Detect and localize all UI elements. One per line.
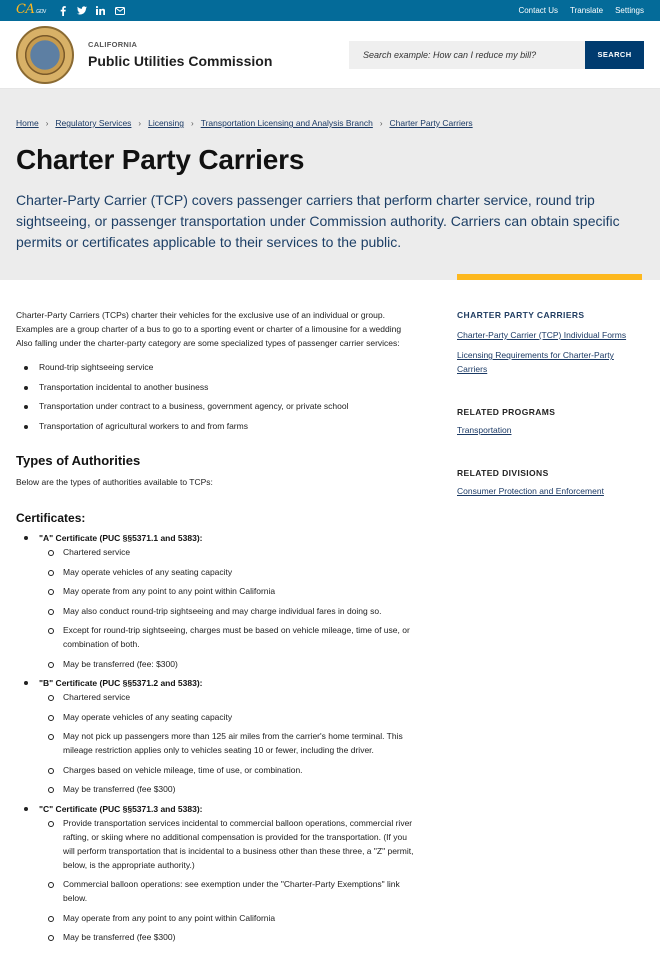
breadcrumb-licensing[interactable]: Licensing <box>148 118 185 128</box>
facebook-icon[interactable] <box>58 6 68 16</box>
certificate-items <box>39 690 421 796</box>
list-item: May be transferred (fee: $300) <box>39 657 421 671</box>
breadcrumb-separator-icon: › <box>138 118 142 128</box>
list-item: Transportation of agricultural workers to and from farms <box>16 417 421 437</box>
list-item: Except for round-trip sightseeing, charges must be based on vehicle mileage, time of use, or combination of both. <box>39 623 421 651</box>
list-item: May be transferred (fee $300) <box>39 782 421 796</box>
list-item: Transportation incidental to another business <box>16 378 421 398</box>
certificate-b <box>16 676 421 796</box>
settings-link[interactable]: Settings <box>615 6 644 15</box>
intro-paragraph <box>16 308 421 350</box>
breadcrumb-current[interactable]: Charter Party Carriers <box>389 118 473 128</box>
social-links <box>58 6 125 16</box>
twitter-icon[interactable] <box>77 6 87 16</box>
sidebar-link-transportation[interactable]: Transportation <box>457 425 512 435</box>
list-item: Provide transportation services incidental to commercial balloon operations, commercial river rafting, or skiing where no additional compensation is provided for the transportation. (If you will perform transportation that is incidental to a business other than these three, a "Z" permit, below, is the appropriate authority.) <box>39 816 421 872</box>
list-item: May not pick up passengers more than 125 air miles from the carrier's home terminal. This mileage restriction applies only to vehicles seating 10 or fewer, including the driver. <box>39 729 421 757</box>
certificate-items <box>39 816 421 945</box>
breadcrumb-home[interactable]: Home <box>16 118 39 128</box>
sidebar-charter-party-carriers <box>457 308 642 376</box>
org-name-block[interactable] <box>88 40 272 69</box>
translate-link[interactable]: Translate <box>570 6 604 15</box>
certificate-a <box>16 531 421 671</box>
utility-links <box>518 6 644 15</box>
intro-line: Charter-Party Carriers (TCPs) charter their vehicles for the exclusive use of an individual or group. <box>16 310 385 320</box>
sidebar-link-consumer-protection[interactable]: Consumer Protection and Enforcement <box>457 486 604 496</box>
email-icon[interactable] <box>115 6 125 16</box>
breadcrumb-separator-icon: › <box>379 118 383 128</box>
sidebar-accent-bar <box>457 274 642 280</box>
types-heading: Types of Authorities <box>16 453 141 468</box>
ca-gov-logo[interactable] <box>16 2 46 17</box>
certificate-title: "B" Certificate (PUC §§5371.2 and 5383): <box>39 678 203 688</box>
org-name: Public Utilities Commission <box>88 53 273 69</box>
list-item: May operate vehicles of any seating capacity <box>39 565 421 579</box>
ca-gov-logo-text: CA <box>16 2 35 17</box>
services-list <box>16 358 421 436</box>
certificates-list <box>16 531 421 944</box>
breadcrumb <box>16 118 644 128</box>
list-item: Round-trip sightseeing service <box>16 358 421 378</box>
search-input[interactable] <box>349 41 585 69</box>
list-item: Chartered service <box>39 690 421 704</box>
sidebar-related-divisions <box>457 466 642 498</box>
breadcrumb-separator-icon: › <box>45 118 49 128</box>
list-item: Charges based on vehicle mileage, time of use, or combination. <box>39 763 421 777</box>
sidebar-heading: RELATED DIVISIONS <box>457 468 549 478</box>
contact-us-link[interactable]: Contact Us <box>518 6 559 15</box>
sidebar <box>457 308 642 498</box>
org-state-label: CALIFORNIA <box>88 40 138 49</box>
types-intro: Below are the types of authorities available to TCPs: <box>16 477 213 487</box>
sidebar-heading: RELATED PROGRAMS <box>457 407 556 417</box>
list-item: May operate from any point to any point within California <box>39 584 421 598</box>
list-item: Chartered service <box>39 545 421 559</box>
main-content <box>16 308 421 950</box>
linkedin-icon[interactable] <box>96 6 106 16</box>
page-lead: Charter-Party Carrier (TCP) covers passenger carriers that perform charter service, round trip sightseeing, or passenger transportation under Commission authority. Carriers can obtain specific permits or certificates applicable to their services to the public. <box>16 192 620 250</box>
site-search <box>349 41 644 69</box>
intro-line: Examples are a group charter of a bus to go to a sporting event or charter of a limousine for a wedding <box>16 324 402 334</box>
list-item: Commercial balloon operations: see exemption under the "Charter-Party Exemptions" link below. <box>39 877 421 905</box>
search-button[interactable]: SEARCH <box>585 41 644 69</box>
list-item: May operate vehicles of any seating capacity <box>39 710 421 724</box>
sidebar-link-licensing-requirements[interactable]: Licensing Requirements for Charter-Party Carriers <box>457 350 614 374</box>
utility-bar <box>0 0 660 21</box>
intro-line: Also falling under the charter-party category are some specialized types of passenger carrier services: <box>16 338 400 348</box>
breadcrumb-separator-icon: › <box>191 118 194 128</box>
site-header <box>0 21 660 89</box>
certificate-items <box>39 545 421 671</box>
list-item: May be transferred (fee $300) <box>39 930 421 944</box>
sidebar-link-tcp-forms[interactable]: Charter-Party Carrier (TCP) Individual Forms <box>457 330 627 340</box>
ca-gov-logo-sub: .GOV <box>35 9 46 15</box>
certificate-c <box>16 802 421 945</box>
list-item: May operate from any point to any point within California <box>39 911 421 925</box>
breadcrumb-transportation-branch[interactable]: Transportation Licensing and Analysis Branch <box>200 118 373 128</box>
sidebar-related-programs <box>457 405 642 437</box>
list-item: Transportation under contract to a business, government agency, or private school <box>16 397 421 417</box>
list-item: May also conduct round-trip sightseeing and may charge individual fares in doing so. <box>39 604 421 618</box>
page-title: Charter Party Carriers <box>16 144 305 175</box>
breadcrumb-regulatory-services[interactable]: Regulatory Services <box>55 118 132 128</box>
certificates-heading: Certificates: <box>16 511 86 525</box>
cpuc-seal-logo[interactable] <box>16 26 74 84</box>
page-hero <box>0 89 660 280</box>
certificate-title: "C" Certificate (PUC §§5371.3 and 5383): <box>39 803 203 814</box>
certificate-title: "A" Certificate (PUC §§5371.1 and 5383): <box>39 533 203 543</box>
sidebar-heading: CHARTER PARTY CARRIERS <box>457 310 585 320</box>
